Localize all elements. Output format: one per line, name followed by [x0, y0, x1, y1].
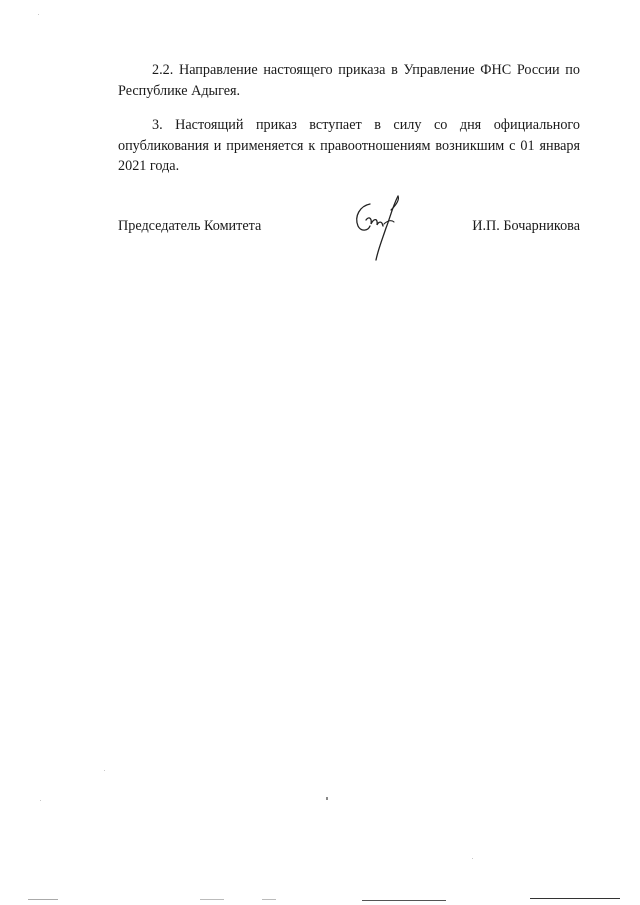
- scan-speck: [104, 770, 105, 771]
- paragraph-3: [118, 115, 580, 177]
- scan-edge-line: [28, 899, 58, 900]
- scan-speck: [38, 14, 39, 15]
- scan-edge-line: [200, 899, 224, 900]
- scan-speck: [472, 858, 473, 859]
- scan-edge-line: [262, 899, 276, 900]
- signatory-name: И.П. Бочарникова: [472, 218, 580, 234]
- scan-speck: [40, 800, 41, 801]
- paragraph-2-2-text: 2.2. Направление настоящего приказа в Управление ФНС России по Республике Адыгея.: [118, 62, 580, 99]
- scan-edge-line: [530, 898, 620, 899]
- handwritten-signature-icon: [348, 190, 408, 264]
- paragraph-2-2: [118, 60, 580, 101]
- paragraph-3-text: 3. Настоящий приказ вступает в силу со дня официального опубликования и применяется к правоотношениям возникшим с 01 января 2021 года.: [118, 117, 580, 174]
- scan-edge-line: [362, 900, 446, 901]
- signatory-position: Председатель Комитета: [118, 218, 262, 234]
- scan-speck: [326, 797, 328, 800]
